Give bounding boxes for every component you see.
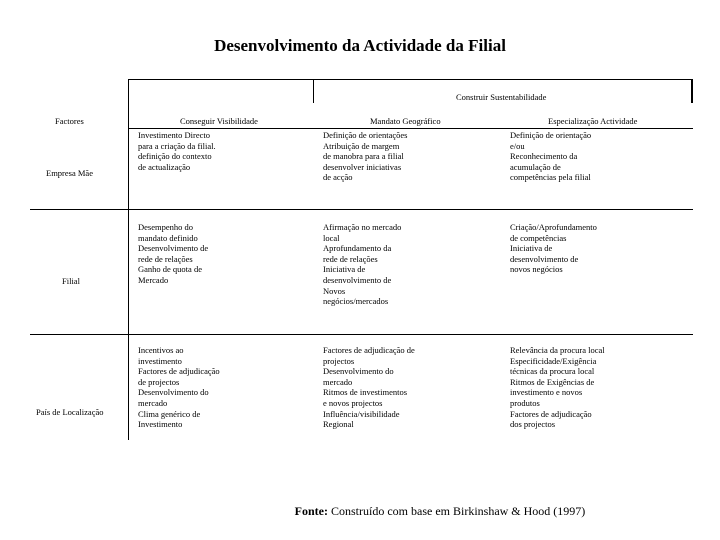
cell-line: Investimento Directo bbox=[138, 130, 210, 140]
cell-line: mandato definido bbox=[138, 232, 198, 243]
cell-line: Desenvolvimento do bbox=[138, 387, 209, 398]
cell-filial-visibilidade bbox=[138, 222, 208, 286]
cell-line: mercado bbox=[323, 376, 353, 387]
cell-filial-especializacao bbox=[510, 222, 597, 275]
cell-empresa-mandato bbox=[323, 130, 408, 183]
cell-line: Definição de orientação bbox=[510, 130, 592, 140]
row-label-empresa-mae: Empresa Mãe bbox=[46, 168, 93, 178]
cell-line: Criação/Aprofundamento bbox=[510, 222, 597, 232]
cell-line: investimento e novos bbox=[510, 387, 583, 398]
cell-line: Especificidade/Exigência bbox=[510, 355, 597, 366]
cell-line: Desempenho do bbox=[138, 222, 194, 232]
table-top-border bbox=[128, 79, 693, 80]
cell-line: Desenvolvimento de bbox=[138, 243, 209, 254]
column-header-factores: Factores bbox=[55, 116, 84, 126]
cell-line: e/ou bbox=[510, 140, 525, 151]
row-divider-1 bbox=[30, 209, 693, 210]
cell-line: Atribuição de margem bbox=[323, 140, 400, 151]
cell-line: Definição de orientações bbox=[323, 130, 408, 140]
cell-line: de projectos bbox=[138, 376, 180, 387]
table-right-edge bbox=[691, 79, 693, 103]
cell-line: Desenvolvimento do bbox=[323, 366, 394, 377]
cell-line: rede de relações bbox=[138, 253, 193, 264]
cell-line: Influência/visibilidade bbox=[323, 408, 400, 419]
column-header-especializacao: Especialização Actividade bbox=[548, 116, 638, 126]
cell-line: Factores de adjudicação bbox=[138, 366, 220, 377]
cell-pais-especializacao bbox=[510, 345, 605, 430]
cell-empresa-especializacao bbox=[510, 130, 591, 183]
cell-line: Mercado bbox=[138, 274, 169, 285]
cell-line: local bbox=[323, 232, 340, 243]
cell-line: de competências bbox=[510, 232, 567, 243]
column-header-mandato: Mandato Geográfico bbox=[370, 116, 441, 126]
cell-line: de actualização bbox=[138, 161, 191, 172]
cell-line: investimento bbox=[138, 355, 182, 366]
cell-line: técnicas da procura local bbox=[510, 366, 595, 377]
cell-line: de acção bbox=[323, 172, 353, 183]
cell-line: dos projectos bbox=[510, 419, 556, 430]
cell-line: Factores de adjudicação de bbox=[323, 345, 415, 355]
cell-line: para a criação da filial. bbox=[138, 140, 216, 151]
cell-line: rede de relações bbox=[323, 253, 378, 264]
super-header: Construir Sustentabilidade bbox=[456, 92, 547, 102]
cell-line: acumulação de bbox=[510, 161, 561, 172]
cell-line: Relevância da procura local bbox=[510, 345, 605, 355]
cell-line: desenvolver iniciativas bbox=[323, 161, 402, 172]
factores-column-divider bbox=[128, 79, 129, 440]
cell-empresa-visibilidade bbox=[138, 130, 216, 172]
cell-line: produtos bbox=[510, 397, 540, 408]
super-header-divider bbox=[313, 79, 314, 103]
cell-line: Incentivos ao bbox=[138, 345, 184, 355]
cell-line: definição do contexto bbox=[138, 151, 212, 162]
cell-line: projectos bbox=[323, 355, 355, 366]
row-label-pais-localizacao: País de Localização bbox=[36, 407, 104, 417]
cell-line: Regional bbox=[323, 419, 354, 430]
cell-line: negócios/mercados bbox=[323, 296, 389, 307]
cell-line: Ritmos de investimentos bbox=[323, 387, 408, 398]
row-label-filial: Filial bbox=[62, 276, 80, 286]
cell-line: Afirmação no mercado bbox=[323, 222, 402, 232]
cell-line: Iniciativa de bbox=[323, 264, 366, 275]
cell-line: Iniciativa de bbox=[510, 243, 553, 254]
cell-line: Ganho de quota de bbox=[138, 264, 202, 275]
cell-line: Factores de adjudicação bbox=[510, 408, 592, 419]
cell-line: e novos projectos bbox=[323, 397, 383, 408]
row-divider-2 bbox=[30, 334, 693, 335]
source-text: Construído com base em Birkinshaw & Hood (1997) bbox=[328, 504, 586, 518]
cell-line: desenvolvimento de bbox=[510, 253, 579, 264]
cell-line: mercado bbox=[138, 397, 168, 408]
cell-line: competências pela filial bbox=[510, 172, 591, 183]
cell-line: desenvolvimento de bbox=[323, 274, 392, 285]
cell-line: Clima genérico de bbox=[138, 408, 201, 419]
cell-line: Ritmos de Exigências de bbox=[510, 376, 595, 387]
cell-pais-visibilidade bbox=[138, 345, 220, 430]
cell-line: Investimento bbox=[138, 419, 183, 430]
header-underline bbox=[128, 128, 693, 129]
page-title: Desenvolvimento da Actividade da Filial bbox=[214, 36, 506, 55]
cell-line: novos negócios bbox=[510, 264, 563, 275]
cell-line: de manobra para a filial bbox=[323, 151, 404, 162]
cell-filial-mandato bbox=[323, 222, 401, 307]
cell-line: Novos bbox=[323, 285, 346, 296]
source-label: Fonte: bbox=[294, 504, 328, 518]
cell-line: Reconhecimento da bbox=[510, 151, 578, 162]
column-header-visibilidade: Conseguir Visibilidade bbox=[180, 116, 258, 126]
cell-line: Aprofundamento da bbox=[323, 243, 392, 254]
source-note bbox=[80, 504, 720, 519]
cell-pais-mandato bbox=[323, 345, 415, 430]
